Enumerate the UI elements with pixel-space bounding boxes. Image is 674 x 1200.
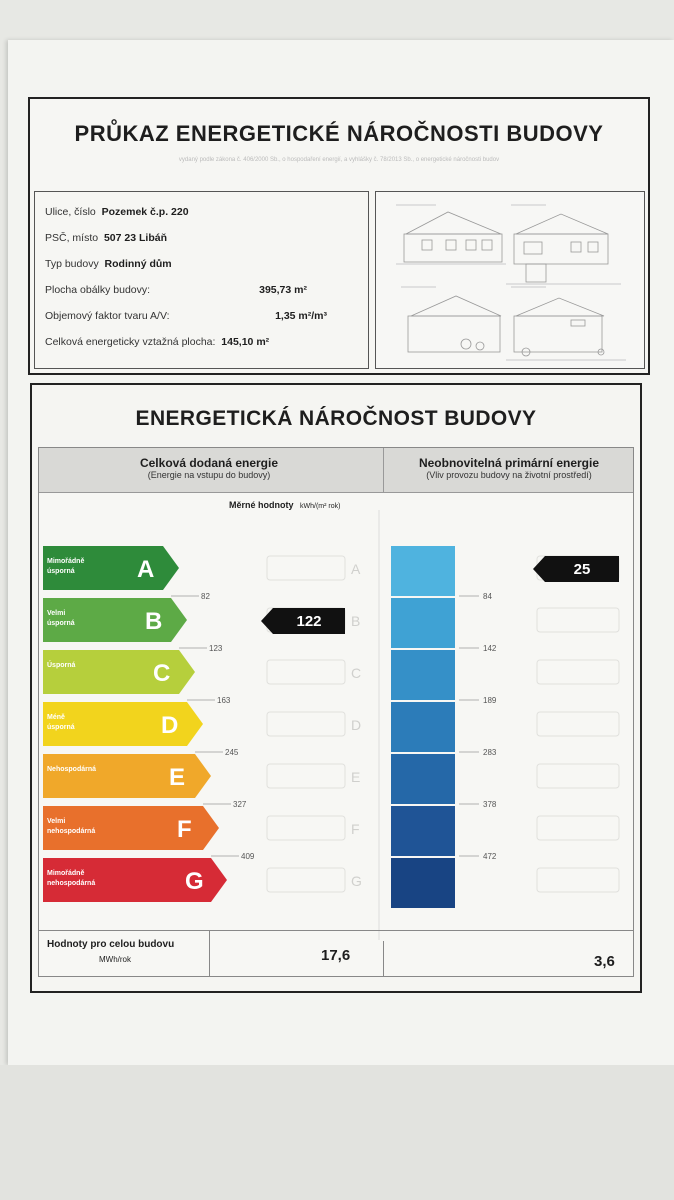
energy-class-label-g: Mimořádně	[47, 870, 85, 877]
zip-label: PSČ, místo	[45, 232, 99, 244]
primary-energy-bar-e	[391, 754, 455, 804]
primary-energy-bar-d	[391, 702, 455, 752]
zip-value: 507 23 Libáň	[103, 232, 167, 244]
energy-class-label-d: úsporná	[47, 724, 75, 731]
energy-chart-panel	[38, 447, 634, 977]
energy-section-title: ENERGETICKÁ NÁROČNOST BUDOVY	[135, 407, 537, 430]
ghost-class-letter-b: B	[351, 613, 361, 629]
energy-class-letter-b: B	[145, 608, 163, 635]
surface-below	[0, 1065, 674, 1200]
empty-marker-slot-right	[537, 660, 619, 684]
boundary-value-left: 327	[233, 800, 247, 809]
energy-class-label-f: Velmi	[47, 818, 66, 825]
energy-class-label-a: Mimořádně	[47, 558, 85, 565]
energy-class-letter-g: G	[185, 868, 204, 895]
delivered-energy-heading: Celková dodaná energie	[139, 456, 279, 470]
street-label: Ulice, číslo	[45, 206, 96, 218]
empty-marker-slot-right	[537, 608, 619, 632]
energy-class-label-a: úsporná	[47, 568, 75, 575]
shape-row	[45, 310, 170, 322]
total-primary-energy-value: 3,6	[594, 953, 615, 970]
street-row	[45, 206, 189, 218]
ghost-class-letter-a: A	[351, 561, 361, 577]
boundary-value-left: 123	[209, 644, 223, 653]
boundary-value-left: 409	[241, 852, 255, 861]
column-header-divider	[383, 448, 384, 492]
whole-building-totals	[39, 930, 633, 977]
street-value: Pozemek č.p. 220	[101, 206, 189, 218]
primary-energy-header	[389, 456, 629, 480]
boundary-value-left: 245	[225, 748, 239, 757]
primary-energy-bar-b	[391, 598, 455, 648]
envelope-label: Plocha obálky budovy:	[45, 284, 151, 296]
totals-divider	[209, 931, 210, 977]
empty-marker-slot-left	[267, 712, 345, 736]
boundary-value-right: 84	[483, 592, 492, 601]
energy-class-label-g: nehospodárná	[47, 880, 96, 887]
shape-label: Objemový faktor tvaru A/V:	[45, 310, 170, 322]
delivered-energy-header	[79, 456, 339, 480]
legal-note: vydaný podle zákona č. 406/2000 Sb., o hospodaření energií, a vyhlášky č. 78/2013 Sb., o energetické náročnosti budov	[178, 157, 500, 163]
area-row	[45, 336, 269, 348]
total-delivered-energy-value: 17,6	[321, 947, 351, 964]
boundary-value-right: 472	[483, 852, 497, 861]
totals-unit: MWh/rok	[99, 955, 131, 964]
primary-energy-heading: Neobnovitelná primární energie	[418, 456, 600, 470]
energy-class-label-f: nehospodárná	[47, 828, 96, 835]
empty-marker-slot-left	[267, 660, 345, 684]
shape-value: 1,35 m²/m³	[275, 310, 327, 322]
empty-marker-slot-right	[537, 868, 619, 892]
area-value: 145,10 m²	[221, 336, 270, 348]
certificate-header-frame	[28, 97, 650, 375]
boundary-value-right: 378	[483, 800, 497, 809]
primary-energy-subheading: (Vliv provozu budovy na životní prostředí)	[426, 470, 592, 480]
empty-marker-slot-left	[267, 868, 345, 892]
ghost-class-letter-f: F	[351, 821, 360, 837]
boundary-value-right: 142	[483, 644, 497, 653]
envelope-value: 395,73 m²	[259, 284, 307, 296]
energy-performance-frame	[30, 383, 642, 993]
primary-energy-bar-g	[391, 858, 455, 908]
certificate-title: PRŮKAZ ENERGETICKÉ NÁROČNOSTI BUDOVY	[74, 121, 604, 146]
energy-class-letter-e: E	[169, 764, 186, 791]
primary-energy-bar-c	[391, 650, 455, 700]
type-row	[45, 258, 172, 270]
energy-class-letter-c: C	[153, 660, 171, 687]
delivered-energy-value: 122	[296, 613, 322, 630]
energy-class-label-b: úsporná	[47, 620, 75, 627]
empty-marker-slot-right	[537, 764, 619, 788]
empty-marker-slot-left	[267, 556, 345, 580]
envelope-row	[45, 284, 150, 296]
energy-class-scale	[39, 510, 633, 940]
primary-energy-bar-f	[391, 806, 455, 856]
type-value: Rodinný dům	[104, 258, 172, 270]
ghost-class-letter-d: D	[351, 717, 362, 733]
totals-label: Hodnoty pro celou budovu	[47, 939, 175, 950]
specific-values-unit: kWh/(m² rok)	[300, 503, 341, 510]
delivered-energy-subheading: (Energie na vstupu do budovy)	[147, 470, 271, 480]
energy-class-label-d: Méně	[47, 714, 65, 721]
specific-values-label: Měrné hodnoty	[229, 500, 294, 510]
empty-marker-slot-right	[537, 712, 619, 736]
empty-marker-slot-left	[267, 816, 345, 840]
empty-marker-slot-left	[267, 764, 345, 788]
building-elevation-drawings	[375, 191, 645, 369]
energy-class-arrow-c	[43, 650, 195, 694]
ghost-class-letter-g: G	[351, 873, 362, 889]
boundary-value-right: 283	[483, 748, 497, 757]
energy-class-arrow-e	[43, 754, 211, 798]
primary-energy-value: 25	[573, 561, 591, 578]
empty-marker-slot-right	[537, 816, 619, 840]
type-label: Typ budovy	[45, 258, 99, 270]
specific-values-caption	[229, 500, 340, 510]
primary-energy-bar-a	[391, 546, 455, 596]
energy-class-label-c: Úsporná	[47, 662, 76, 669]
energy-class-label-e: Nehospodárná	[47, 766, 97, 773]
totals-divider-right	[383, 941, 384, 977]
boundary-value-left: 163	[217, 696, 231, 705]
boundary-value-left: 82	[201, 592, 210, 601]
ghost-class-letter-e: E	[351, 769, 361, 785]
area-label: Celková energeticky vztažná plocha:	[45, 336, 216, 348]
energy-class-letter-a: A	[137, 556, 155, 583]
energy-class-letter-f: F	[177, 816, 192, 843]
energy-class-label-b: Velmi	[47, 610, 66, 617]
energy-class-letter-d: D	[161, 712, 179, 739]
house-sketch-icon	[376, 192, 644, 368]
building-info-box	[34, 191, 369, 369]
ghost-class-letter-c: C	[351, 665, 362, 681]
boundary-value-right: 189	[483, 696, 497, 705]
zip-row	[45, 232, 167, 244]
